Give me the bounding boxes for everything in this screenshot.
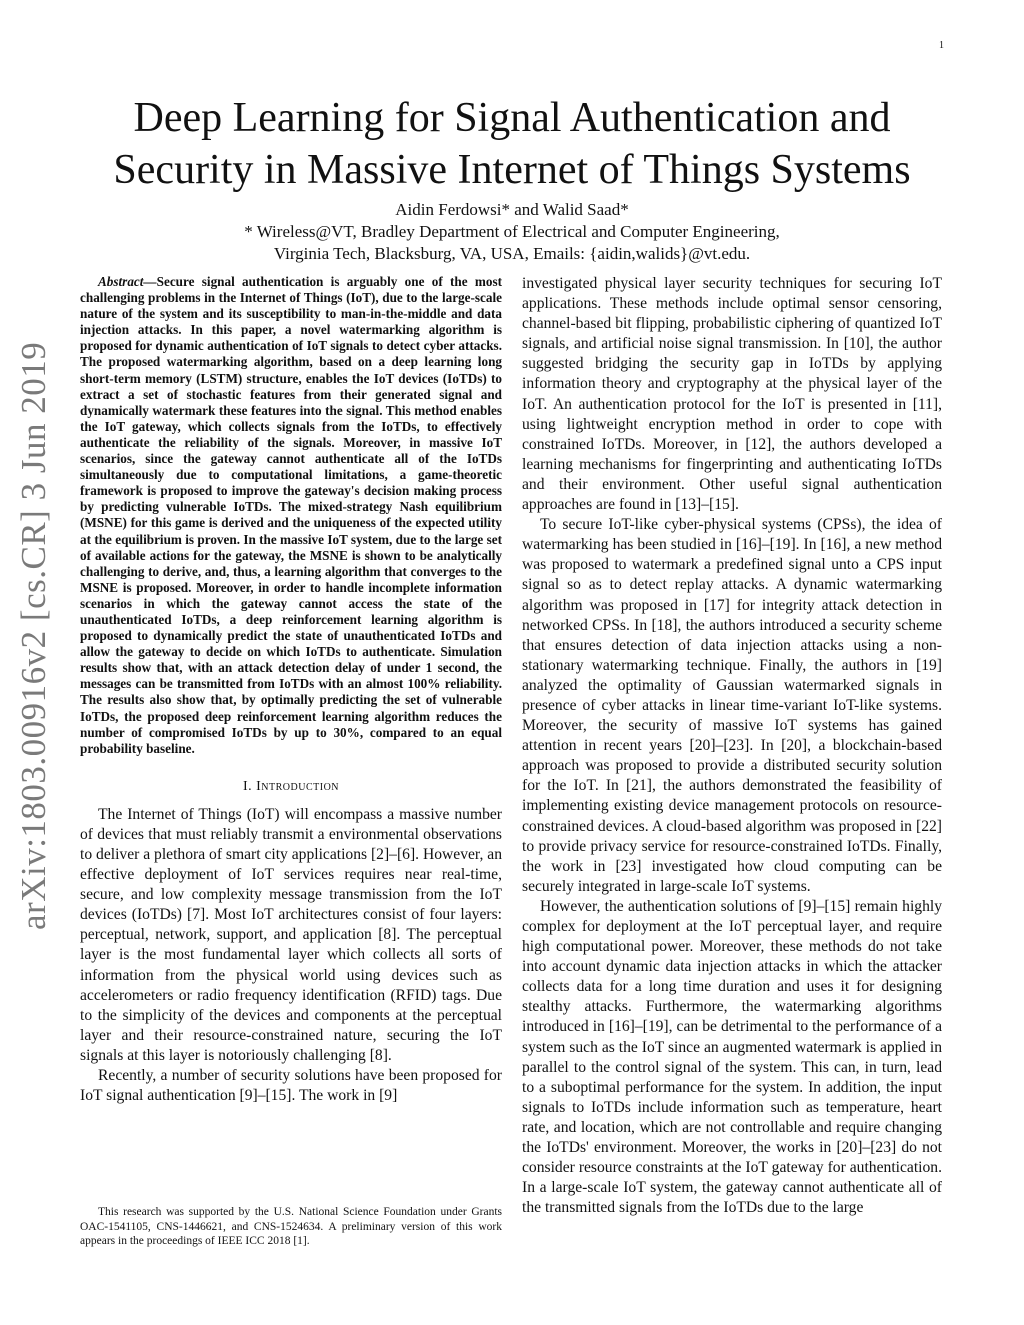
arxiv-identifier: arXiv:1803.00916v2 [cs.CR] 3 Jun 2019 [14,341,53,930]
intro-paragraph-1: The Internet of Things (IoT) will encompass a massive number of devices that must reliably transmit a environmental observations to deliver a plethora of smart city applications [2]–[6]. However, an effective deployment of IoT services requires near real-time, secure, and low complexity message transmission from the IoT devices (IoTDs) [7]. Most IoT architectures consist of four layers: perceptual, network, support, and application [8]. The perceptual layer is the most fundamental layer which collects all sorts of information from the physical world using devices such as accelerometers or radio frequency identification (RFID) tags. Due to the simplicity of the devices and components at the perceptual layer and their resource-constrained nature, securing the IoT signals at this layer is notoriously challenging [8]. [80,805,502,1064]
footnote: This research was supported by the U.S. National Science Foundation under Grants OAC-1541105, CNS-1446621, and CNS-1524634. A preliminary version of this work appears in the proceedings of IEEE ICC 2018 [1]. [80,1206,502,1247]
affiliation: * Wireless@VT, Bradley Department of Electrical and Computer Engineering, [244,222,780,241]
intro-paragraph-2: Recently, a number of security solutions have been proposed for IoT signal authentication [9]–[15]. The work in [9] [80,1067,502,1105]
abstract [80,274,502,757]
right-paragraph-1: investigated physical layer security techniques for securing IoT applications. These methods include optimal sensor censoring, channel-based bit flipping, probabilistic ciphering of quantized IoT signals, and artificial noise signal transmission. In [10], the author suggested bridging the security gap in IoTDs by applying information theory and cryptography at the physical layer of the IoT. An authentication protocol for the IoT is presented in [11], using lightweight encryption method in order to cope with constrained IoTDs. Moreover, in [12], the authors developed a learning mechanisms for fingerprinting and authenticating IoTDs and their environment. Other useful signal authentication approaches are found in [13]–[15]. [522,275,942,514]
author-block [0,199,1024,265]
left-column [80,274,502,1106]
abstract-label: Abstract— [98,274,157,289]
paper-title [0,92,1024,196]
right-paragraph-2: To secure IoT-like cyber-physical systems (CPSs), the idea of watermarking has been studied in [16]–[19]. In [16], a new method was proposed to watermark a predefined signal unto a CPS input signal so as to detect replay attacks. A dynamic watermarking algorithm was proposed in [17] for integrity attack detection in networked CPSs. In [18], the authors introduced a security scheme that ensures detection of data injection attacks using a non-stationary watermarking technique. Finally, the authors in [19] analyzed the optimality of Gaussian watermarked signals in presence of cyber attacks in linear time-variant IoT-like systems. Moreover, the security of massive IoT systems has gained attention in recent years [20]–[23]. In [20], a blockchain-based approach was proposed to provide a distributed security solution for the IoT. In [21], the authors demonstrated the feasibility of implementing existing device management protocols on resource-constrained devices. A cloud-based algorithm was proposed in [22] to provide privacy service for resource-constrained IoTDs. Finally, the work in [23] investigated how cloud computing can be securely integrated in large-scale IoT systems. [522,516,942,895]
right-column [522,274,942,1218]
page-number: 1 [939,40,944,51]
section-heading-introduction: I. Introduction [242,778,340,794]
title-line-2: Security in Massive Internet of Things Systems [113,147,911,193]
abstract-text: Secure signal authentication is arguably one of the most challenging problems in the Internet of Things (IoT), due to the large-scale nature of the system and its susceptibility to man-in-the-middle and data injection attacks. In this paper, a novel watermarking algorithm is proposed for dynamic authentication of IoT signals to detect cyber attacks. The proposed watermarking algorithm, based on a deep learning long short-term memory (LSTM) structure, enables the IoT devices (IoTDs) to extract a set of stochastic features from their generated signal and dynamically watermark these features into the signal. This method enables the IoT gateway, which collects signals from the IoTDs, to effectively authenticate the reliability of the signals. Moreover, in massive IoT scenarios, since the gateway cannot authenticate all of the IoTDs simultaneously due to computational limitations, a game-theoretic framework is proposed to improve the gateway's decision making process by predicting vulnerable IoTDs. The mixed-strategy Nash equilibrium (MSNE) for this game is derived and the uniqueness of the expected utility at the equilibrium is proven. In the massive IoT system, due to the large set of available actions for the gateway, the MSNE is shown to be analytically challenging to derive, and, thus, a learning algorithm that converges to the MSNE is proposed. Moreover, in order to handle incomplete information scenarios in which the gateway cannot access the state of the unauthenticated IoTDs, a deep reinforcement learning algorithm is proposed to dynamically predict the state of unauthenticated IoTDs and allow the gateway to decide on which IoTDs to authenticate. Simulation results show that, with an attack detection delay of under 1 second, the messages can be transmitted from IoTDs with an almost 100% reliability. The results also show that, by optimally predicting the set of vulnerable IoTDs, the proposed deep reinforcement learning algorithm reduces the number of compromised IoTDs by up to 30%, compared to an equal probability baseline. [80,274,502,756]
address-emails: Virginia Tech, Blacksburg, VA, USA, Emails: {aidin,walids}@vt.edu. [273,244,751,263]
right-paragraph-3: However, the authentication solutions of [9]–[15] remain highly complex for deployment at the IoT perceptual layer, and require high computational power. Moreover, these methods do not take into account dynamic data injection attacks in which the attacker collects data for a long time duration and uses it for designing stealthy attacks. Furthermore, the watermarking algorithms introduced in [16]–[19], can be detrimental to the performance of a system such as the IoT since an augmented watermark is applied in parallel to the control signal of the system. This can, in turn, lead to a suboptimal performance for the system. In addition, the input signals to IoTDs include information such as temperature, heart rate, and location, which are not controllable and require changing the IoTDs' environment. Moreover, the works in [20]–[23] do not consider resource constraints at the IoT gateway for authentication. In a large-scale IoT system, the gateway cannot authenticate all of the transmitted signals from the IoTDs due to the large [522,897,942,1217]
title-line-1: Deep Learning for Signal Authentication and [133,95,891,141]
author-names: Aidin Ferdowsi* and Walid Saad* [395,200,629,219]
